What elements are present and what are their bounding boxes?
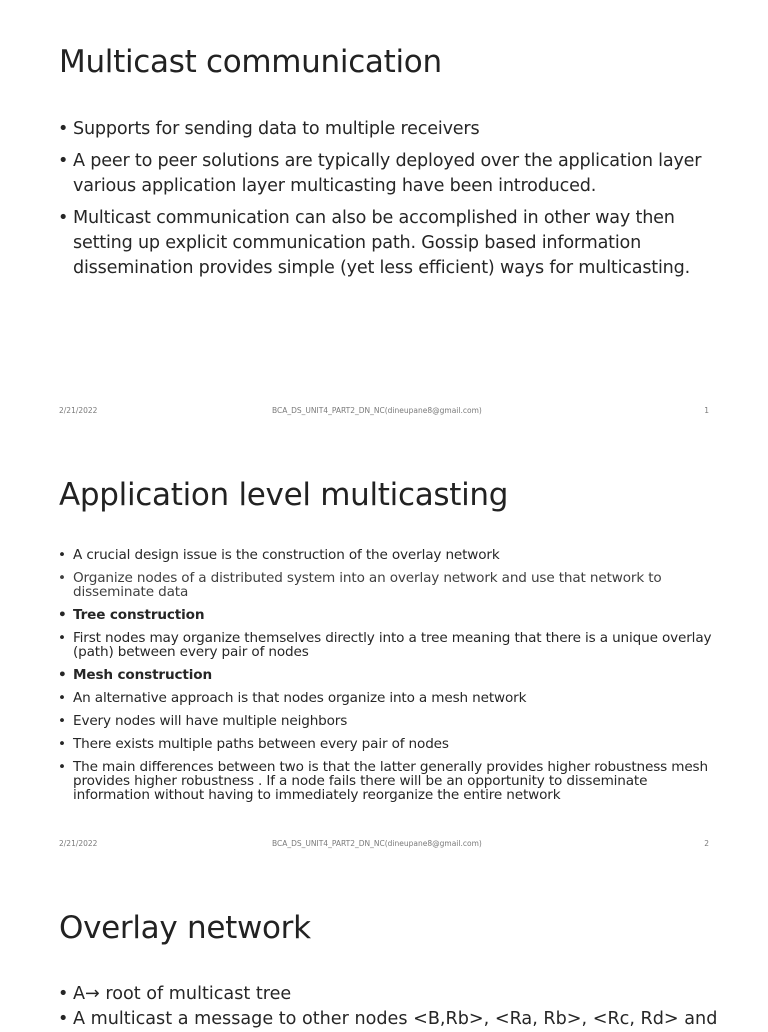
slide-2-bullet-heading: • Mesh construction <box>58 668 723 682</box>
footer-source: BCA_DS_UNIT4_PART2_DN_NC(dineupane8@gmail.com) <box>272 406 482 415</box>
slide-2-bullet-list <box>58 548 723 811</box>
slide-1-bullet: • A peer to peer solutions are typically deployed over the application layer various application layer multicasting have been introduced. <box>58 149 728 199</box>
slide-1-footer <box>0 405 768 417</box>
slide-3-bullet-list <box>58 982 728 1032</box>
slide-3-bullet: • A multicast a message to other nodes <B,Rb>, <Ra, Rb>, <Rc, Rd> and <box>58 1007 728 1032</box>
footer-date: 2/21/2022 <box>59 839 98 848</box>
slide-1-bullet: • Multicast communication can also be accomplished in other way then setting up explicit communication path. Gossip based information dissemination provides simple (yet less efficient) ways for multicasting. <box>58 206 728 281</box>
slide-2-bullet: • An alternative approach is that nodes organize into a mesh network <box>58 691 723 705</box>
slide-3-title: Overlay network <box>59 910 311 946</box>
footer-page-number: 2 <box>704 839 709 848</box>
slide-2-bullet-heading: • Tree construction <box>58 608 723 622</box>
slide-2-bullet: • Organize nodes of a distributed system into an overlay network and use that network to disseminate data <box>58 571 723 599</box>
slide-1-title: Multicast communication <box>59 44 442 80</box>
slide-2-bullet: • Every nodes will have multiple neighbors <box>58 714 723 728</box>
slide-2-bullet: • First nodes may organize themselves directly into a tree meaning that there is a unique overlay (path) between every pair of nodes <box>58 631 723 659</box>
slide-2-bullet: • The main differences between two is that the latter generally provides higher robustness mesh provides higher robustness . If a node fails there will be an opportunity to disseminate information without having to immediately reorganize the entire network <box>58 760 723 802</box>
footer-source: BCA_DS_UNIT4_PART2_DN_NC(dineupane8@gmail.com) <box>272 839 482 848</box>
footer-page-number: 1 <box>704 406 709 415</box>
slide-2-footer <box>0 838 768 850</box>
footer-date: 2/21/2022 <box>59 406 98 415</box>
slide-1-bullet: • Supports for sending data to multiple receivers <box>58 117 728 142</box>
slide-2-title: Application level multicasting <box>59 477 509 513</box>
slide-1-bullet-list <box>58 117 728 288</box>
slide-2-bullet: • There exists multiple paths between every pair of nodes <box>58 737 723 751</box>
slide-2-bullet: • A crucial design issue is the construction of the overlay network <box>58 548 723 562</box>
slide-3-bullet: • A→ root of multicast tree <box>58 982 728 1007</box>
